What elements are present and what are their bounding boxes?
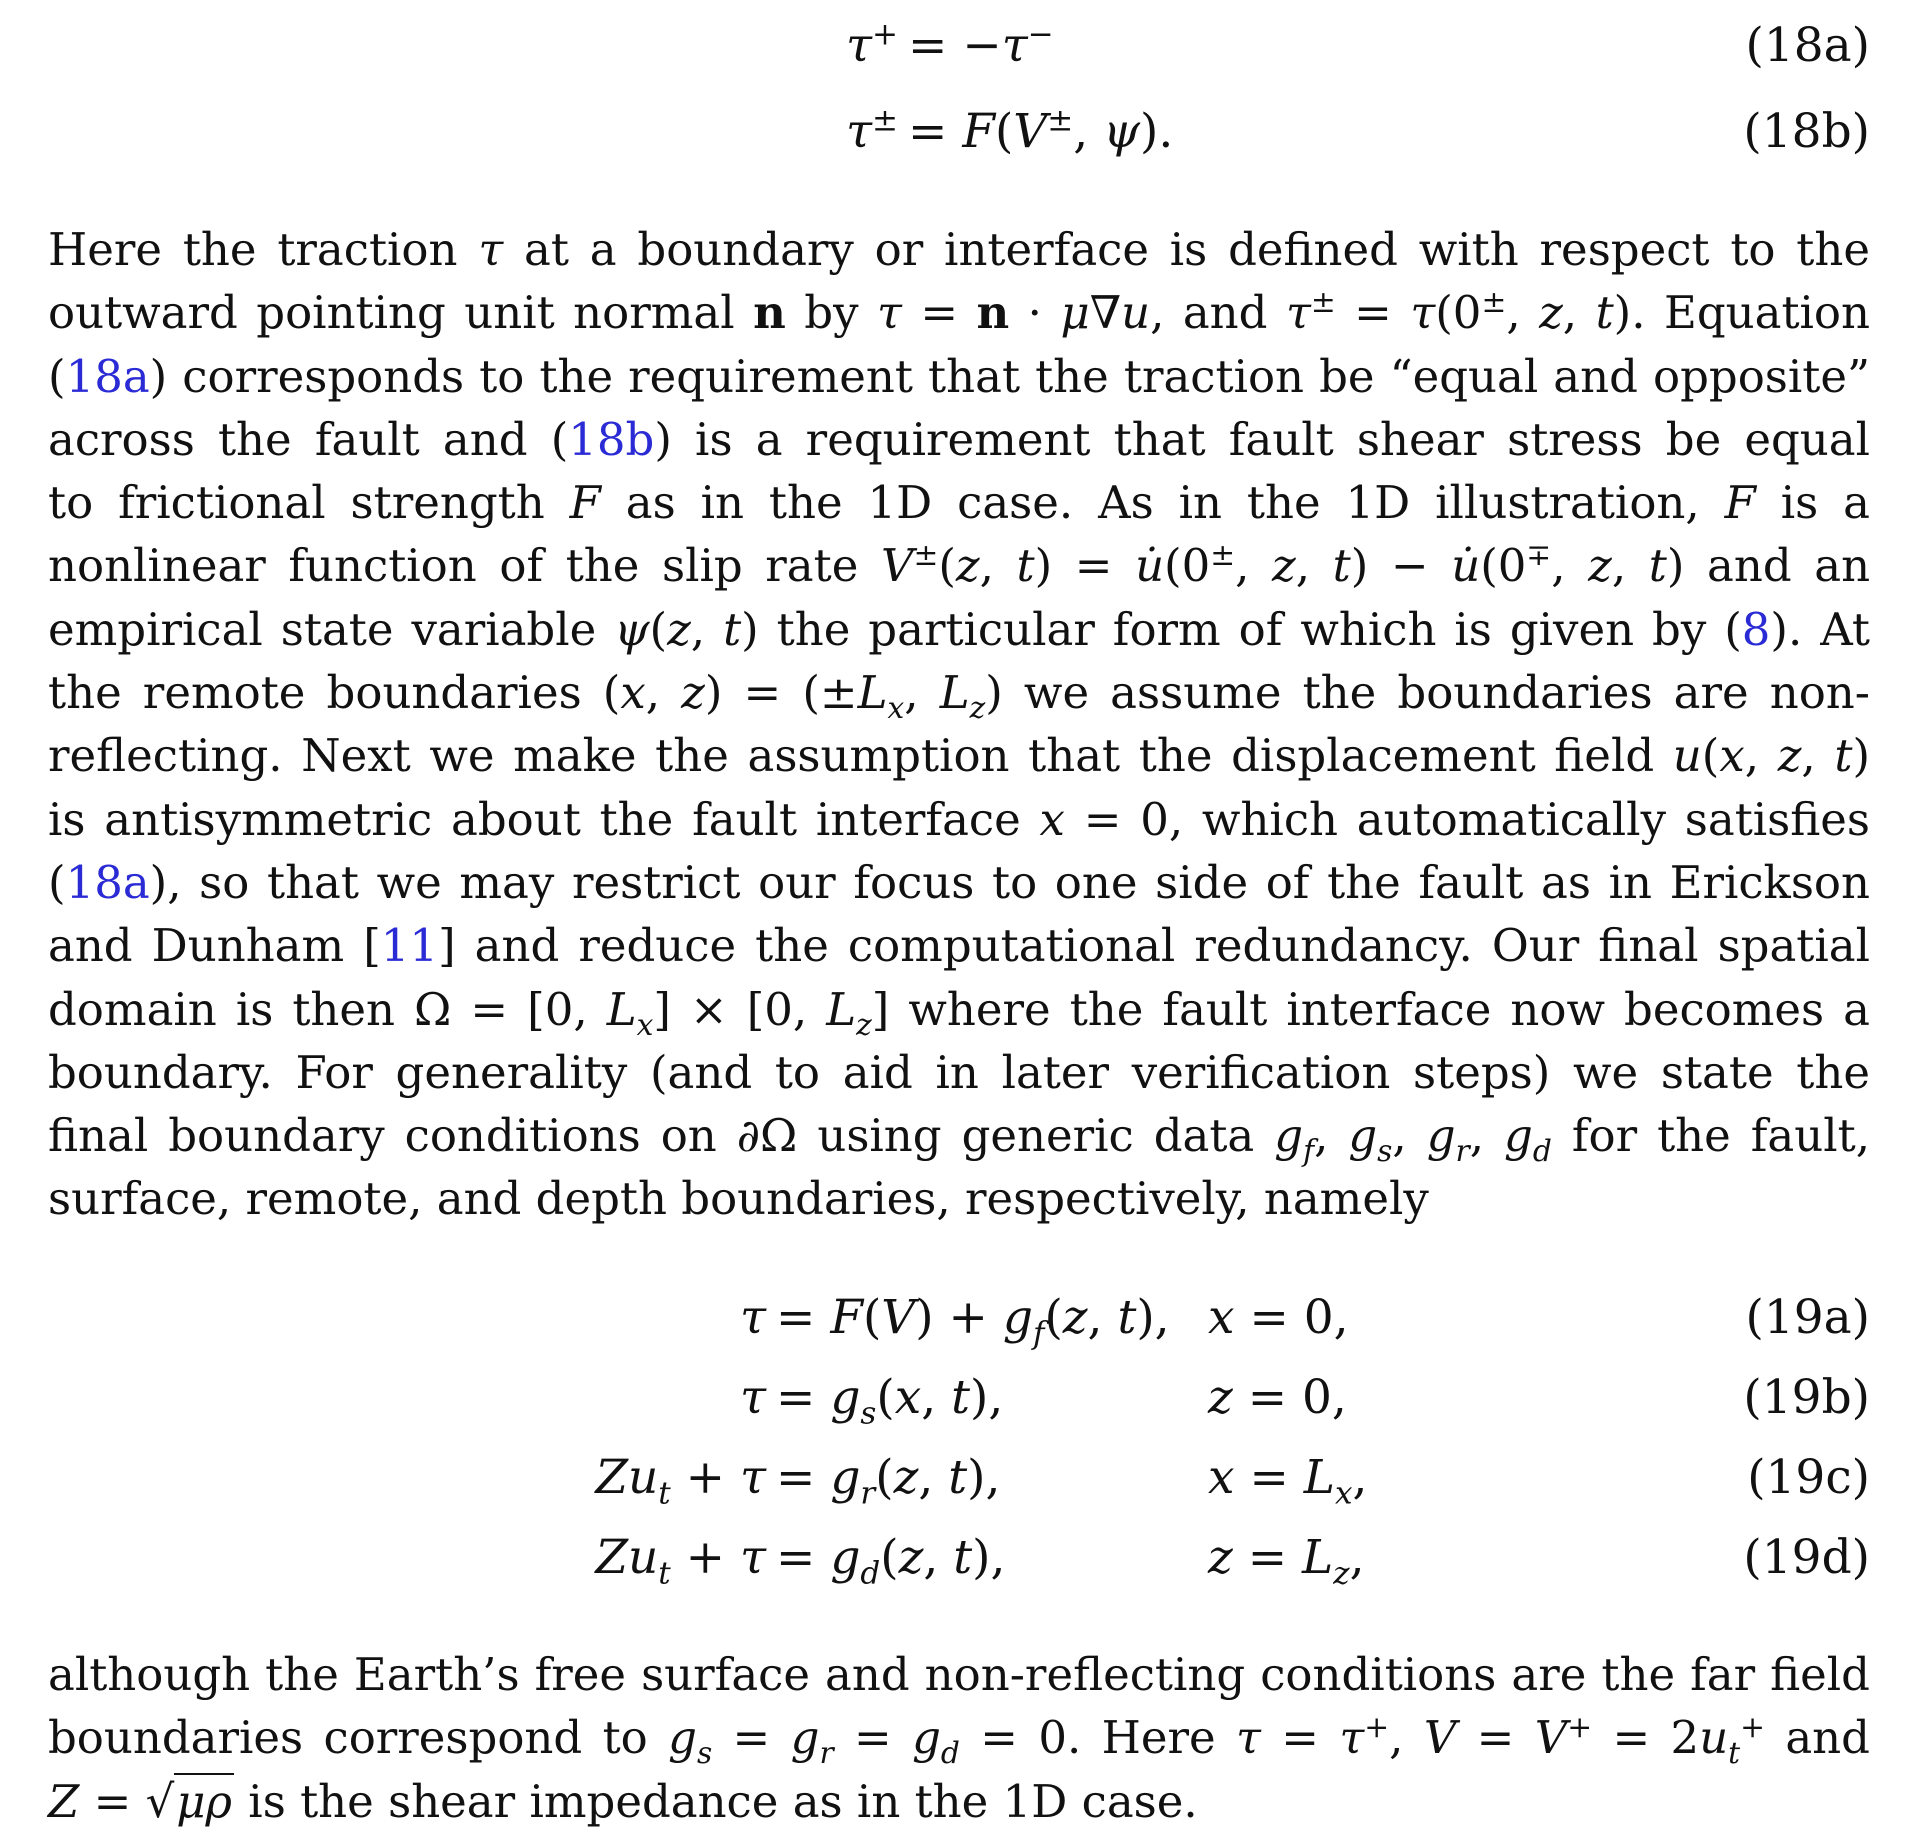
equation-19c (48, 1440, 1870, 1516)
equation-lhs: τ (739, 1290, 766, 1345)
citation-11[interactable]: 11 (380, 919, 439, 973)
text-line: final boundary conditions on ∂Ω using generic data $g_f$, $g_s$, $g_r$, $g_d$ for the fault, (48, 1109, 1871, 1170)
text-line: is antisymmetric about the fault interface x = 0, which automatically satisfies (48, 792, 1871, 846)
equation-condition: $x = L_x$, (1208, 1450, 1368, 1512)
paper-page (48, 0, 1871, 1828)
text-line: to frictional strength F as in the 1D case. As in the 1D illustration, F is a (48, 476, 1870, 530)
text-line: Here the traction τ at a boundary or interface is defined with respect to the (48, 223, 1870, 276)
equation-number: (18a) (1745, 18, 1870, 73)
equation-rhs: = $g_r(z$, t), (776, 1450, 1001, 1512)
equation-number: (19c) (1747, 1450, 1870, 1505)
text-line: the remote boundaries (x, $z) = (\pm L_x$, $L_z$) we assume the boundaries are non- (48, 666, 1870, 727)
text-line: empirical state variable ψ(z, t) the particular form of which is given by (8). At (48, 602, 1870, 656)
equation-rhs: = F(V±, ψ). (908, 102, 1174, 159)
equation-condition: z = 0, (1208, 1370, 1347, 1425)
equation-rhs: = $g_d(z$, t), (776, 1530, 1006, 1592)
text-line: Z = √μρ is the shear impedance as in the 1D case. (48, 1770, 1870, 1833)
equation-18b (48, 94, 1870, 170)
equation-19d (48, 1520, 1870, 1596)
ref-8[interactable]: 8 (1741, 602, 1771, 656)
equation-lhs: $Zu_t + \tau$ (595, 1530, 766, 1592)
text-line: although the Earth’s free surface and non-reflecting conditions are the far field (48, 1648, 1870, 1701)
text-line: surface, remote, and depth boundaries, respectively, namely (48, 1172, 1429, 1226)
paragraph-1 (48, 218, 1870, 1231)
text-line: outward pointing unit normal n by τ = n · μ∇u, and τ± = τ(0±, z, t). Equation (48, 285, 1870, 340)
text-line: domain is then Ω = [0, $L_x] \times [0$, $L_z$] where the fault interface now becomes a (48, 982, 1871, 1043)
equation-number: (19a) (1745, 1290, 1870, 1345)
ref-18a[interactable]: 18a (65, 855, 150, 909)
ref-18b[interactable]: 18b (568, 412, 655, 466)
text-line: boundaries correspond to $g_s = g_r = g_d = 0$. Here τ = τ+, $V = V^+ = 2u_t^+$ and (48, 1710, 1870, 1772)
equation-number: (19d) (1743, 1530, 1870, 1585)
equation-lhs: τ+ (845, 16, 898, 73)
equation-number: (19b) (1743, 1370, 1870, 1425)
equation-number: (18b) (1743, 104, 1870, 159)
sqrt-symbol: √μρ (145, 1774, 232, 1828)
text-line: nonlinear function of the slip rate V±(z, t) = u̇(0±, z, t) − u̇(0∓, z, t) and an (48, 538, 1871, 593)
equation-lhs: τ (739, 1370, 766, 1425)
equation-rhs: = $g_s(x$, t), (776, 1370, 1004, 1432)
equation-rhs: = $F(V) + g_f(z$, t), (776, 1290, 1170, 1352)
equation-condition: x = 0, (1208, 1290, 1349, 1345)
equation-rhs: = −τ− (908, 16, 1054, 73)
text-line: (18a), so that we may restrict our focus to one side of the fault as in Erickson (48, 855, 1870, 909)
equation-18a (48, 8, 1870, 84)
text-line: across the fault and (18b) is a requirement that fault shear stress be equal (48, 412, 1870, 466)
paragraph-2 (48, 1643, 1870, 1833)
text-line: (18a) corresponds to the requirement that the traction be “equal and opposite” (48, 349, 1870, 403)
equation-19a (48, 1280, 1870, 1356)
equation-lhs: τ± (845, 102, 898, 159)
equation-19b (48, 1360, 1870, 1436)
ref-18a[interactable]: 18a (65, 349, 150, 403)
equation-condition: $z = L_z$, (1208, 1530, 1365, 1592)
text-line: and Dunham [11] and reduce the computational redundancy. Our final spatial (48, 919, 1870, 973)
text-line: boundary. For generality (and to aid in later verification steps) we state the (48, 1045, 1870, 1099)
equation-lhs: $Zu_t + \tau$ (595, 1450, 766, 1512)
text-line: reflecting. Next we make the assumption that the displacement field u(x, z, t) (48, 729, 1871, 783)
